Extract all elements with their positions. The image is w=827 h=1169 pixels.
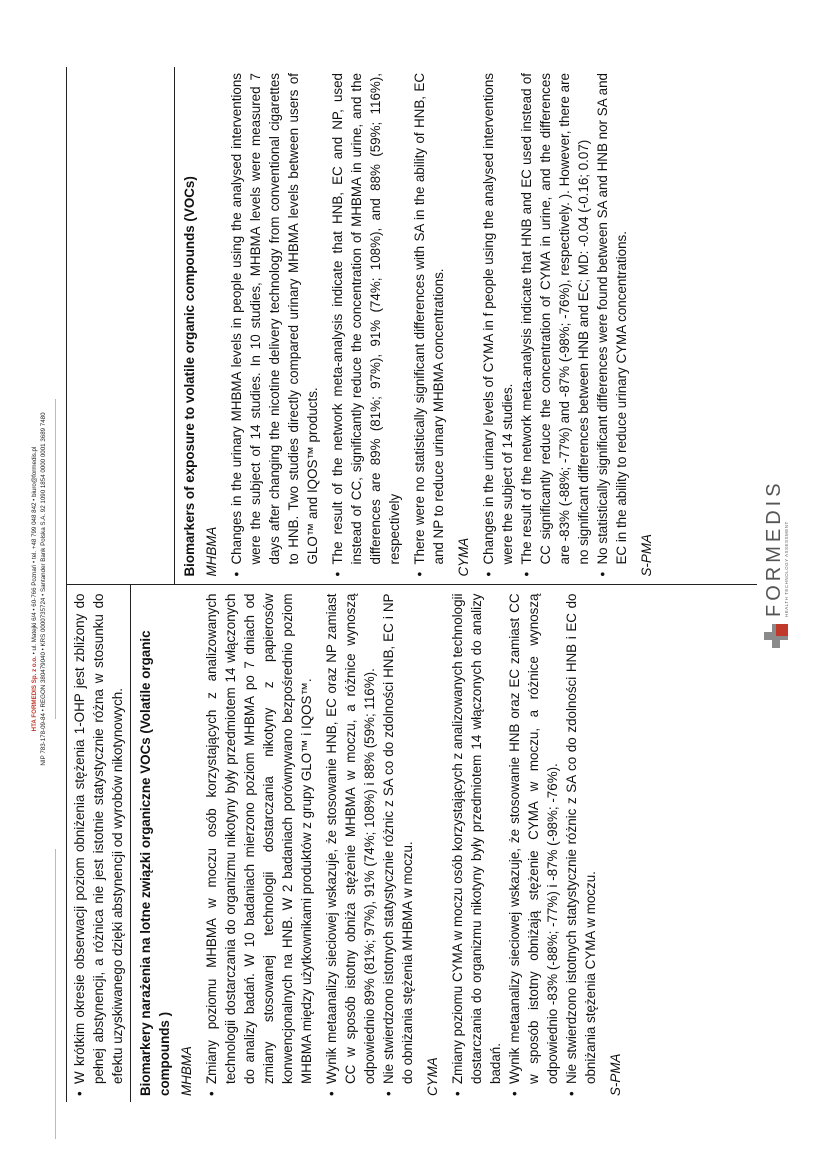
list-item: • Zmiany poziomu CYMA w moczu osób korzystających z analizowanych technologii dostarczania do organizmu nikotyny były przedmiotem 14 włączonych do analizy badań. [450, 593, 503, 1096]
section-heading-en: Biomarkers of exposure to volatile organic compounds (VOCs) [182, 176, 197, 577]
formedis-cross-icon [763, 623, 789, 649]
comparison-table [66, 67, 757, 1102]
english-column [67, 67, 757, 585]
cyma-label-en: CYMA [456, 537, 471, 577]
list-item: • No statistically significant differences were found between SA and HNB nor SA and EC in the ability to reduce urinary CYMA concentrations. [595, 73, 629, 577]
section-heading-pl: Biomarkery narażenia na lotne związki organiczne VOCs (Volatile organic compounds ) [138, 630, 172, 1096]
list-item: • The result of the network meta-analysis indicate that HNB, EC and NP, used instead of CC, significantly reduce the concentration of MHBMA in urine, and the differences are 89% (81%; 97%), 91% (74%; 108%), and 88% (59%; 116%), respectively [330, 73, 402, 577]
list-item: • Zmiany poziomu MHBMA w moczu osób korzystających z analizowanych technologii dostarczania do organizmu nikotyny były przedmiotem 14 włączonych do analizy badań. W 10 badaniach mierzono poziom MHBMA po 7 dniach od zmiany stosowanej technologii dostarczania nikotyny z papierosów konwencjonalnych na HNB. W 2 badaniach porównywano bezpośrednio poziom MHBMA między użytkownikami produktów z grupy GLO™ i IQOS™. [204, 593, 314, 1096]
logo-name: FORMEDIS [762, 479, 785, 617]
logo-tagline: HEALTH TECHNOLOGY ASSESSMENT [783, 521, 789, 617]
list-item: • Changes in the urinary MHBMA levels in people using the analysed interventions were the subject of 14 studies. In 10 studies, MHBMA levels were measured 7 days after changing the nicotine delivery technology from conventional cigarettes to HNB. Two studies directly compared urinary MHBMA levels between users of GLO™ and IQOS™ products. [229, 73, 320, 577]
intro-text: W krótkim okresie obserwacji poziom obniżenia stężenia 1-OHP jest zbliżony do pełnej abstynencji, a różnica nie jest istotnie statystycznie różna w stosunku do efektu uzyskiwanego dzięki abstynencji od wyrobów nikotynowych. [72, 593, 125, 1084]
list-item: • There were no statistically significant differences with SA in the ability of HNB, EC and NP to reduce urinary MHBMA concentrations. [412, 73, 446, 577]
list-item: • Nie stwierdzono istotnych statystycznie różnic z SA co do zdolności HNB, EC i NP do obniżania stężenia MHBMA w moczu. [381, 593, 415, 1096]
list-item: • Nie stwierdzono istotnych statystycznie różnic z SA co do zdolności HNB i EC do obniżania stężenia CYMA w moczu. [564, 593, 598, 1096]
footer-address: • ul. Matejki 6/4 • 60-766 Poznań • tel. +48 799 048 842 • biuro@formedis.pl [31, 446, 38, 657]
row-divider [130, 586, 131, 1103]
mhbma-label-en: MHBMA [204, 526, 219, 577]
mhbma-label-pl: MHBMA [179, 1046, 194, 1096]
list-item: • Changes in the urinary levels of CYMA in f people using the analysed interventions were the subject of 14 studies. [481, 73, 515, 577]
footer-rule-left [55, 849, 56, 1139]
list-item: • Wynik metaanalizy sieciowej wskazuje, że stosowanie HNB oraz EC zamiast CC w sposób istotny obniżają stężenie CYMA w moczu, a różnice wynoszą odpowiednio -83% (-88%; -77%) i -87% (-98%; -76%). [507, 593, 560, 1096]
spma-label-en: S-PMA [639, 534, 654, 577]
spma-label-pl: S-PMA [608, 1053, 623, 1096]
footer-company: HTA FORMEDIS Sp. z o.o. [31, 656, 38, 732]
list-item: • Wynik metaanalizy sieciowej wskazuje, że stosowanie HNB, EC oraz NP zamiast CC w sposób istotny obniża stężenie MHBMA w moczu, a różnice wynoszą odpowiednio 89% (81%; 97%), 91% (74%; 108%) i 88% (59%; 116%). [324, 593, 377, 1096]
page-footer [30, 189, 48, 989]
footer-registry: NIP 783-178-09-84 • REGON 380479040 • KRS 0000735724 • Santander Bank Polska S.A. 92 1090 1854 0000 0001 3689 7480 [40, 412, 47, 766]
formedis-logo [763, 479, 789, 649]
intro-bullet: • W krótkim okresie obserwacji poziom obniżenia stężenia 1-OHP jest zbliżony do pełnej abstynencji, a różnica nie jest istotnie statystycznie różna w stosunku do efektu uzyskiwanego dzięki abstynencji od wyrobów nikotynowych. [72, 593, 125, 1096]
list-item: • The result of the network meta-analysis indicate that HNB and EC used instead of CC significantly reduce the concentration of CYMA in urine, and the differences are -83% (-88%; -77%) and -87% (-98%; -76%), respectively. ). However, there are no significant differences between HNB and EC; MD: -0.04 (-0.16; 0.07) [519, 73, 591, 577]
polish-column [67, 585, 757, 1103]
row-divider [174, 67, 175, 585]
cyma-label-pl: CYMA [425, 1057, 440, 1096]
footer-rule-right [55, 399, 56, 719]
